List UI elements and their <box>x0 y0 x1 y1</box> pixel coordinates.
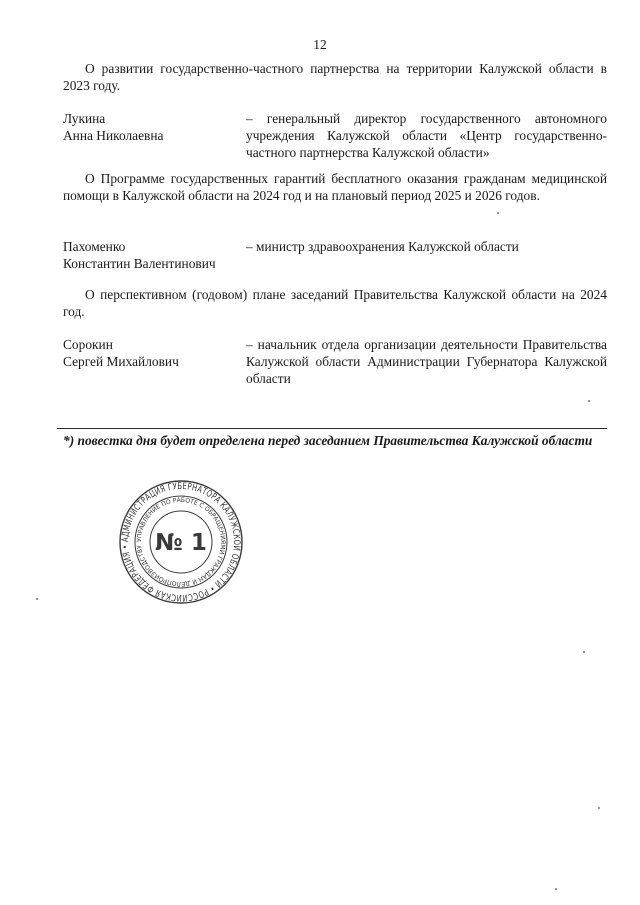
agenda-item-2-speaker-role: – министр здравоохранения Калужской области <box>246 239 519 254</box>
seal-inner-textpath: УПРАВЛЕНИЕ ПО РАБОТЕ С ОБРАЩЕНИЯМИ ГРАЖДАН И ДЕЛОПРОИЗВОДСТВУ <box>135 496 227 588</box>
footnote-divider <box>57 428 607 429</box>
scan-speck <box>36 598 38 600</box>
speaker-given-name: Анна Николаевна <box>63 128 164 143</box>
page-number: 12 <box>313 37 327 52</box>
speaker-surname: Сорокин <box>63 337 113 352</box>
agenda-item-1-topic: О развитии государственно-частного партнерства на территории Калужской области в 2023 году. <box>63 61 607 93</box>
agenda-item-3-speaker-role: – начальник отдела организации деятельности Правительства Калужской области Администрации Губернатора Калужской области <box>246 337 607 386</box>
speaker-given-name: Константин Валентинович <box>63 256 216 271</box>
agenda-item-3-topic: О перспективном (годовом) плане заседаний Правительства Калужской области на 2024 год. <box>63 287 607 319</box>
seal-outer-textpath: АДМИНИСТРАЦИЯ ГУБЕРНАТОРА КАЛУЖСКОЙ ОБЛАСТИ • РОССИЙСКАЯ ФЕДЕРАЦИЯ • <box>119 480 243 604</box>
speaker-given-name: Сергей Михайлович <box>63 354 179 369</box>
agenda-item-3-speaker-name <box>63 336 248 370</box>
agenda-item-2-speaker-name <box>63 238 248 272</box>
official-seal <box>118 479 244 605</box>
scan-speck <box>598 807 600 809</box>
scan-speck <box>583 651 585 653</box>
seal-number: № 1 <box>155 530 207 556</box>
scan-speck <box>555 888 557 890</box>
speaker-surname: Пахоменко <box>63 239 126 254</box>
speaker-surname: Лукина <box>63 111 106 126</box>
agenda-item-1-speaker-role: – генеральный директор государственного автономного учреждения Калужской области «Центр государственно-частного партнерства Калужской области» <box>246 111 607 160</box>
agenda-item-1-speaker-name <box>63 110 248 144</box>
agenda-item-2-topic: О Программе государственных гарантий бесплатного оказания гражданам медицинской помощи в Калужской области на 2024 год и на плановый период 2025 и 2026 годов. <box>63 171 607 203</box>
scan-speck <box>588 400 590 402</box>
footnote: *) повестка дня будет определена перед заседанием Правительства Калужской области <box>63 433 593 448</box>
scan-speck <box>497 212 499 214</box>
